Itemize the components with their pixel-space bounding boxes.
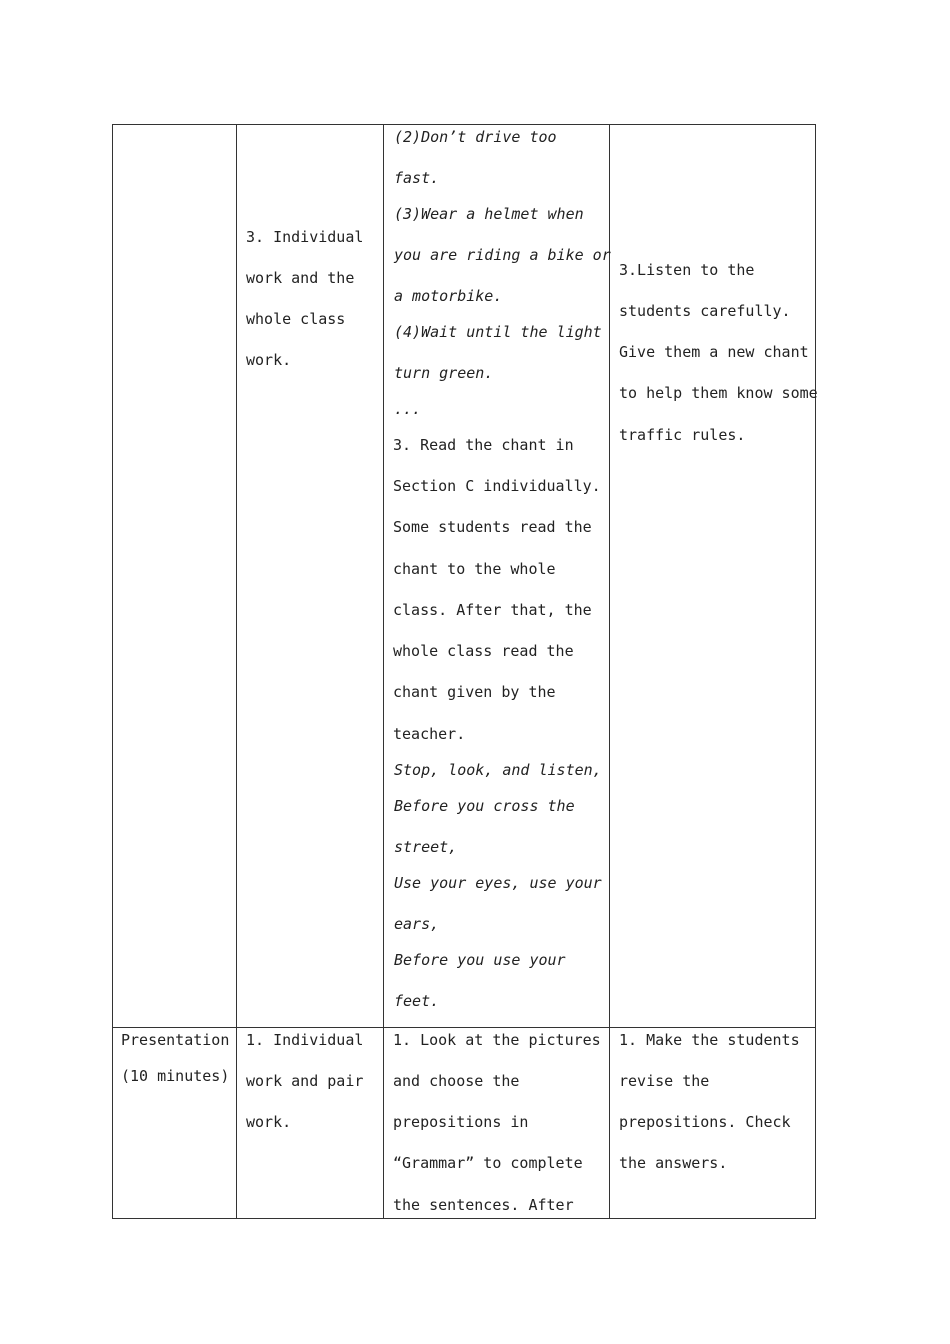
cell-text-line: ... xyxy=(394,400,422,418)
cell-text-line: traffic rules. xyxy=(619,426,746,444)
cell-text-line: work. xyxy=(246,351,292,369)
table-bottom-border xyxy=(112,1218,816,1219)
cell-text-line: ears, xyxy=(394,915,440,933)
cell-text-line: Before you cross the xyxy=(394,797,575,815)
stage-label: Presentation xyxy=(121,1031,230,1049)
stage-duration: (10 minutes) xyxy=(121,1067,230,1085)
cell-text-line: work. xyxy=(246,1113,292,1131)
cell-text-line: prepositions. Check xyxy=(619,1113,791,1131)
cell-text-line: Stop, look, and listen, xyxy=(394,761,602,779)
cell-text-line: 1. Look at the pictures xyxy=(393,1031,601,1049)
cell-text-line: class. After that, the xyxy=(393,601,592,619)
cell-text-line: Give them a new chant xyxy=(619,343,809,361)
cell-text-line: whole class xyxy=(246,310,346,328)
cell-text-line: 3. Individual xyxy=(246,228,364,246)
cell-text-line: chant given by the xyxy=(393,683,556,701)
cell-text-line: fast. xyxy=(394,169,440,187)
cell-text-line: chant to the whole xyxy=(393,560,556,578)
cell-text-line: the answers. xyxy=(619,1154,728,1172)
cell-text-line: Section C individually. xyxy=(393,477,601,495)
cell-text-line: 3.Listen to the xyxy=(619,261,755,279)
cell-text-line: Some students read the xyxy=(393,518,592,536)
table-top-border xyxy=(112,124,816,125)
cell-text-line: “Grammar” to complete xyxy=(393,1154,583,1172)
column-divider-2 xyxy=(383,124,384,1219)
cell-text-line: feet. xyxy=(394,992,440,1010)
cell-text-line: prepositions in xyxy=(393,1113,529,1131)
cell-text-line: you are riding a bike or xyxy=(394,246,611,264)
cell-text-line: work and the xyxy=(246,269,355,287)
cell-text-line: work and pair xyxy=(246,1072,364,1090)
cell-text-line: to help them know some xyxy=(619,384,818,402)
cell-text-line: whole class read the xyxy=(393,642,574,660)
cell-text-line: 1. Make the students xyxy=(619,1031,800,1049)
cell-text-line: teacher. xyxy=(393,725,466,743)
cell-text-line: revise the xyxy=(619,1072,710,1090)
cell-text-line: the sentences. After xyxy=(393,1196,574,1214)
cell-text-line: Use your eyes, use your xyxy=(394,874,602,892)
cell-text-line: (2)Don’t drive too xyxy=(394,128,557,146)
cell-text-line: a motorbike. xyxy=(394,287,503,305)
cell-text-line: Before you use your xyxy=(394,951,566,969)
cell-text-line: turn green. xyxy=(394,364,494,382)
cell-text-line: students carefully. xyxy=(619,302,791,320)
table-left-border xyxy=(112,124,113,1219)
column-divider-1 xyxy=(236,124,237,1219)
row-divider xyxy=(112,1027,816,1028)
cell-text-line: 3. Read the chant in xyxy=(393,436,574,454)
cell-text-line: (4)Wait until the light xyxy=(394,323,602,341)
cell-text-line: street, xyxy=(394,838,458,856)
cell-text-line: and choose the xyxy=(393,1072,520,1090)
table-right-border xyxy=(815,124,816,1219)
cell-text-line: (3)Wear a helmet when xyxy=(394,205,584,223)
cell-text-line: 1. Individual xyxy=(246,1031,364,1049)
column-divider-3 xyxy=(609,124,610,1219)
